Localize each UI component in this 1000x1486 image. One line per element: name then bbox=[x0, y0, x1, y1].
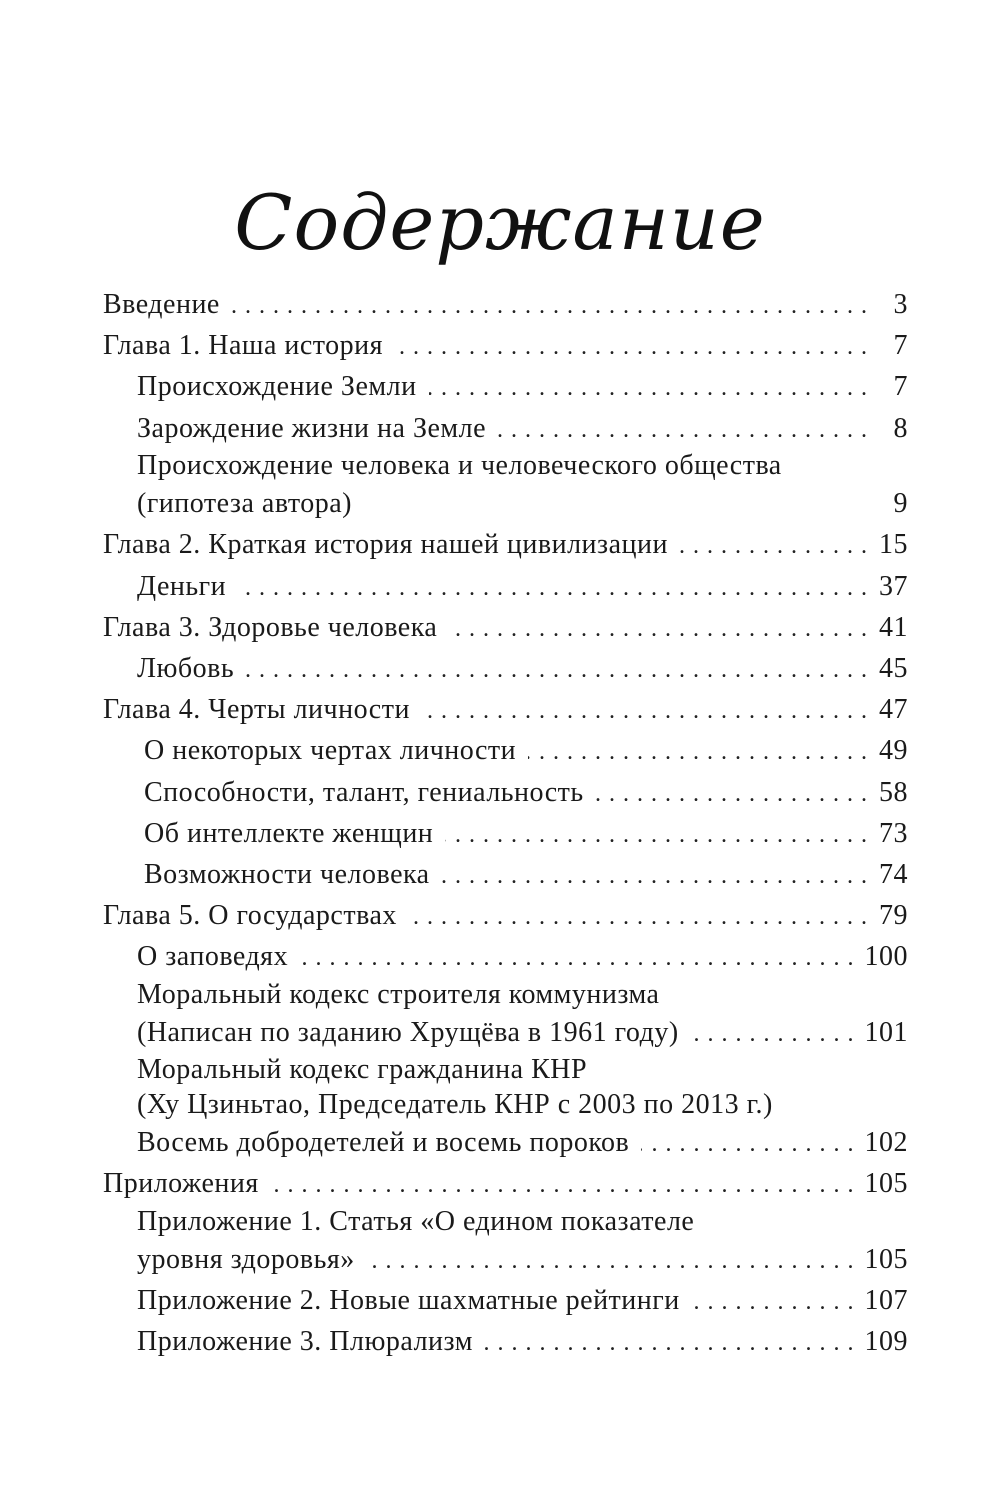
toc-entry-text: Глава 1. Наша история bbox=[103, 330, 384, 362]
toc-entry-money[interactable] bbox=[103, 566, 908, 607]
dot-leader bbox=[641, 1124, 854, 1165]
dot-leader bbox=[445, 815, 868, 856]
toc-entry-appendix-1-line1[interactable] bbox=[103, 1205, 908, 1240]
toc-entry-text: Происхождение человека и человеческого общества bbox=[137, 449, 782, 481]
dot-leader bbox=[528, 732, 868, 773]
toc-entry-text: Глава 2. Краткая история нашей цивилизации bbox=[103, 529, 668, 561]
toc-entry-text: О заповедях bbox=[137, 941, 289, 973]
toc-entry-appendix-2[interactable] bbox=[103, 1280, 908, 1321]
dot-leader bbox=[232, 286, 868, 327]
toc-entry-chapter-3[interactable] bbox=[103, 607, 908, 648]
toc-entry-text: Деньги bbox=[137, 570, 227, 602]
toc-page-number: 105 bbox=[864, 1244, 908, 1276]
toc-entry-text: (Ху Цзиньтао, Председатель КНР с 2003 по 2013 г.) bbox=[137, 1088, 773, 1120]
toc-entry-text: Любовь bbox=[137, 653, 235, 684]
toc-entry-text: Приложение 2. Новые шахматные рейтинги bbox=[137, 1285, 680, 1317]
toc-page-number: 3 bbox=[893, 289, 908, 320]
toc-entry-earth-origin[interactable] bbox=[103, 366, 908, 407]
toc-entry-chapter-4[interactable] bbox=[103, 689, 908, 730]
toc-page-number: 47 bbox=[879, 694, 908, 726]
toc-entry-appendix-1-line2[interactable] bbox=[103, 1239, 908, 1280]
dot-leader bbox=[449, 609, 868, 650]
toc-entry-text: Моральный кодекс строителя коммунизма bbox=[137, 978, 660, 1010]
toc-entry-appendices[interactable] bbox=[103, 1163, 908, 1204]
toc-entry-text: Приложение 3. Плюрализм bbox=[137, 1326, 473, 1358]
toc-entry-text: Восемь добродетелей и восемь пороков bbox=[137, 1127, 630, 1159]
toc-entry-text: (гипотеза автора) bbox=[137, 488, 352, 520]
toc-entry-text: Глава 3. Здоровье человека bbox=[103, 611, 438, 643]
toc-entry-human-origin-line2[interactable] bbox=[103, 483, 908, 524]
dot-leader bbox=[409, 897, 868, 938]
toc-page-number: 79 bbox=[879, 900, 908, 932]
toc-page-number: 49 bbox=[879, 735, 908, 767]
toc-entry-text: Происхождение Земли bbox=[137, 371, 417, 403]
toc-entry-commandments[interactable] bbox=[103, 936, 908, 977]
page-title: Содержание bbox=[234, 178, 766, 267]
toc-entry-appendix-3[interactable] bbox=[103, 1321, 908, 1362]
toc-page-number: 45 bbox=[879, 653, 908, 684]
toc-page-number: 74 bbox=[879, 858, 908, 890]
toc-entry-life-origin[interactable] bbox=[103, 408, 908, 449]
dot-leader bbox=[429, 368, 868, 409]
toc-entry-text: Глава 4. Черты личности bbox=[103, 694, 410, 726]
toc-page-number: 8 bbox=[893, 412, 908, 444]
toc-page-number: 101 bbox=[864, 1017, 908, 1048]
toc-page-number: 9 bbox=[893, 488, 908, 520]
toc-entry-text: уровня здоровья» bbox=[137, 1244, 355, 1276]
toc-entry-prc-code-line1[interactable] bbox=[103, 1053, 908, 1088]
toc-entry-text: О некоторых чертах личности bbox=[144, 735, 517, 767]
dot-leader bbox=[300, 938, 854, 979]
toc-entry-text: Способности, талант, гениальность bbox=[144, 776, 584, 808]
toc-page-number: 7 bbox=[893, 330, 908, 362]
toc-page-number: 107 bbox=[864, 1285, 908, 1317]
toc-entry-moral-code-line2[interactable] bbox=[103, 1012, 908, 1053]
toc-entry-love[interactable] bbox=[103, 648, 908, 689]
toc-entry-text: Приложения bbox=[103, 1168, 259, 1200]
toc-page-number: 73 bbox=[879, 817, 908, 849]
toc-entry-chapter-1[interactable] bbox=[103, 325, 908, 366]
dot-leader bbox=[271, 1165, 855, 1206]
toc-page-number: 105 bbox=[864, 1168, 908, 1200]
toc-entry-text: Глава 5. О государствах bbox=[103, 900, 397, 932]
dot-leader bbox=[442, 856, 868, 897]
dot-leader bbox=[395, 327, 868, 368]
dot-leader bbox=[691, 1014, 855, 1055]
dot-leader bbox=[246, 650, 868, 691]
dot-leader bbox=[367, 1241, 855, 1282]
table-of-contents bbox=[103, 284, 908, 1363]
toc-entry-introduction[interactable] bbox=[103, 284, 908, 325]
toc-page-number: 100 bbox=[864, 941, 908, 973]
toc-entry-text: Моральный кодекс гражданина КНР bbox=[137, 1054, 588, 1086]
toc-entry-text: Возможности человека bbox=[144, 858, 430, 890]
toc-entry-prc-code-line3[interactable] bbox=[103, 1122, 908, 1163]
dot-leader bbox=[498, 410, 868, 451]
toc-entry-personality-traits[interactable] bbox=[103, 730, 908, 771]
toc-page-number: 37 bbox=[879, 570, 908, 602]
toc-entry-text: (Написан по заданию Хрущёва в 1961 году) bbox=[137, 1017, 679, 1048]
toc-entry-text: Об интеллекте женщин bbox=[144, 817, 434, 849]
toc-entry-text: Приложение 1. Статья «О едином показателе bbox=[137, 1205, 695, 1237]
toc-page-number: 102 bbox=[864, 1127, 908, 1159]
dot-leader bbox=[422, 691, 868, 732]
toc-entry-text: Зарождение жизни на Земле bbox=[137, 412, 487, 444]
toc-entry-prc-code-line2[interactable] bbox=[103, 1088, 908, 1123]
toc-page-number: 58 bbox=[879, 776, 908, 808]
toc-entry-women-intellect[interactable] bbox=[103, 813, 908, 854]
toc-page-number: 7 bbox=[893, 371, 908, 403]
toc-entry-human-origin-line1[interactable] bbox=[103, 449, 908, 484]
toc-entry-moral-code-line1[interactable] bbox=[103, 978, 908, 1013]
dot-leader bbox=[680, 526, 868, 567]
dot-leader bbox=[238, 568, 868, 609]
dot-leader bbox=[596, 774, 868, 815]
dot-leader bbox=[692, 1282, 855, 1323]
toc-entry-chapter-5[interactable] bbox=[103, 895, 908, 936]
toc-entry-human-possibilities[interactable] bbox=[103, 854, 908, 895]
toc-entry-abilities[interactable] bbox=[103, 772, 908, 813]
dot-leader bbox=[485, 1323, 855, 1364]
toc-page-number: 41 bbox=[879, 611, 908, 643]
toc-entry-chapter-2[interactable] bbox=[103, 524, 908, 565]
toc-page-number: 15 bbox=[879, 529, 908, 561]
toc-page-number: 109 bbox=[864, 1326, 908, 1358]
toc-entry-text: Введение bbox=[103, 289, 220, 320]
